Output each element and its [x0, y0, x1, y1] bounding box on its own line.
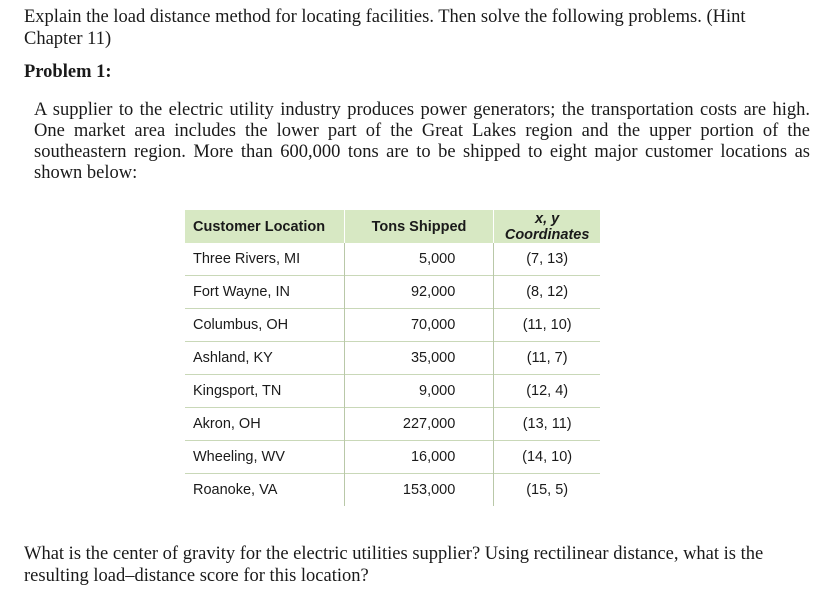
- cell-coords: (12, 4): [494, 375, 600, 408]
- cell-tons: 227,000: [344, 408, 494, 441]
- cell-tons: 5,000: [344, 243, 494, 276]
- problem-heading: Problem 1:: [24, 62, 112, 82]
- cell-location: Roanoke, VA: [185, 474, 344, 507]
- table-row: [185, 441, 600, 474]
- cell-coords: (13, 11): [494, 408, 600, 441]
- cell-coords: (8, 12): [494, 276, 600, 309]
- table-row: [185, 408, 600, 441]
- question-paragraph: What is the center of gravity for the electric utilities supplier? Using rectilinear distance, what is the resulting load–distance score for this location?: [24, 544, 764, 586]
- header-coordinates-label: x, y Coordinates: [504, 210, 590, 243]
- cell-coords: (7, 13): [526, 251, 569, 267]
- table-row: [185, 375, 600, 408]
- header-tons-shipped: Tons Shipped: [344, 210, 494, 243]
- problem-statement: A supplier to the electric utility industry produces power generators; the transportation costs are high. One market area includes the lower part of the Great Lakes region and the upper portion of the southeastern region. More than 600,000 tons are to be shipped to eight major customer locations as shown below:: [34, 100, 810, 183]
- cell-location: Ashland, KY: [185, 342, 344, 375]
- cell-location: Wheeling, WV: [185, 441, 344, 474]
- cell-tons: 153,000: [344, 474, 494, 507]
- header-coordinates: [494, 210, 600, 243]
- customer-locations-table: [185, 210, 600, 506]
- table-row: [185, 243, 600, 276]
- table-row: [185, 309, 600, 342]
- cell-location: Kingsport, TN: [185, 375, 344, 408]
- table-row: [185, 474, 600, 507]
- cell-coords: (11, 10): [494, 309, 600, 342]
- cell-location: Three Rivers, MI: [185, 243, 344, 276]
- table-row: [185, 342, 600, 375]
- cell-location: Columbus, OH: [185, 309, 344, 342]
- cell-tons: 16,000: [344, 441, 494, 474]
- cell-location: Fort Wayne, IN: [185, 276, 344, 309]
- table-row: [185, 276, 600, 309]
- cell-coords: (14, 10): [494, 441, 600, 474]
- table-header-row: [185, 210, 600, 243]
- cell-location: Akron, OH: [185, 408, 344, 441]
- table-body: [185, 243, 600, 506]
- intro-paragraph: Explain the load distance method for locating facilities. Then solve the following problems. (Hint Chapter 11): [24, 7, 746, 49]
- cell-coords: (15, 5): [494, 474, 600, 507]
- cell-tons: 9,000: [344, 375, 494, 408]
- cell-coords: (11, 7): [494, 342, 600, 375]
- cell-tons: 92,000: [344, 276, 494, 309]
- header-customer-location: Customer Location: [185, 210, 344, 243]
- cell-tons: 35,000: [344, 342, 494, 375]
- cell-tons: 70,000: [344, 309, 494, 342]
